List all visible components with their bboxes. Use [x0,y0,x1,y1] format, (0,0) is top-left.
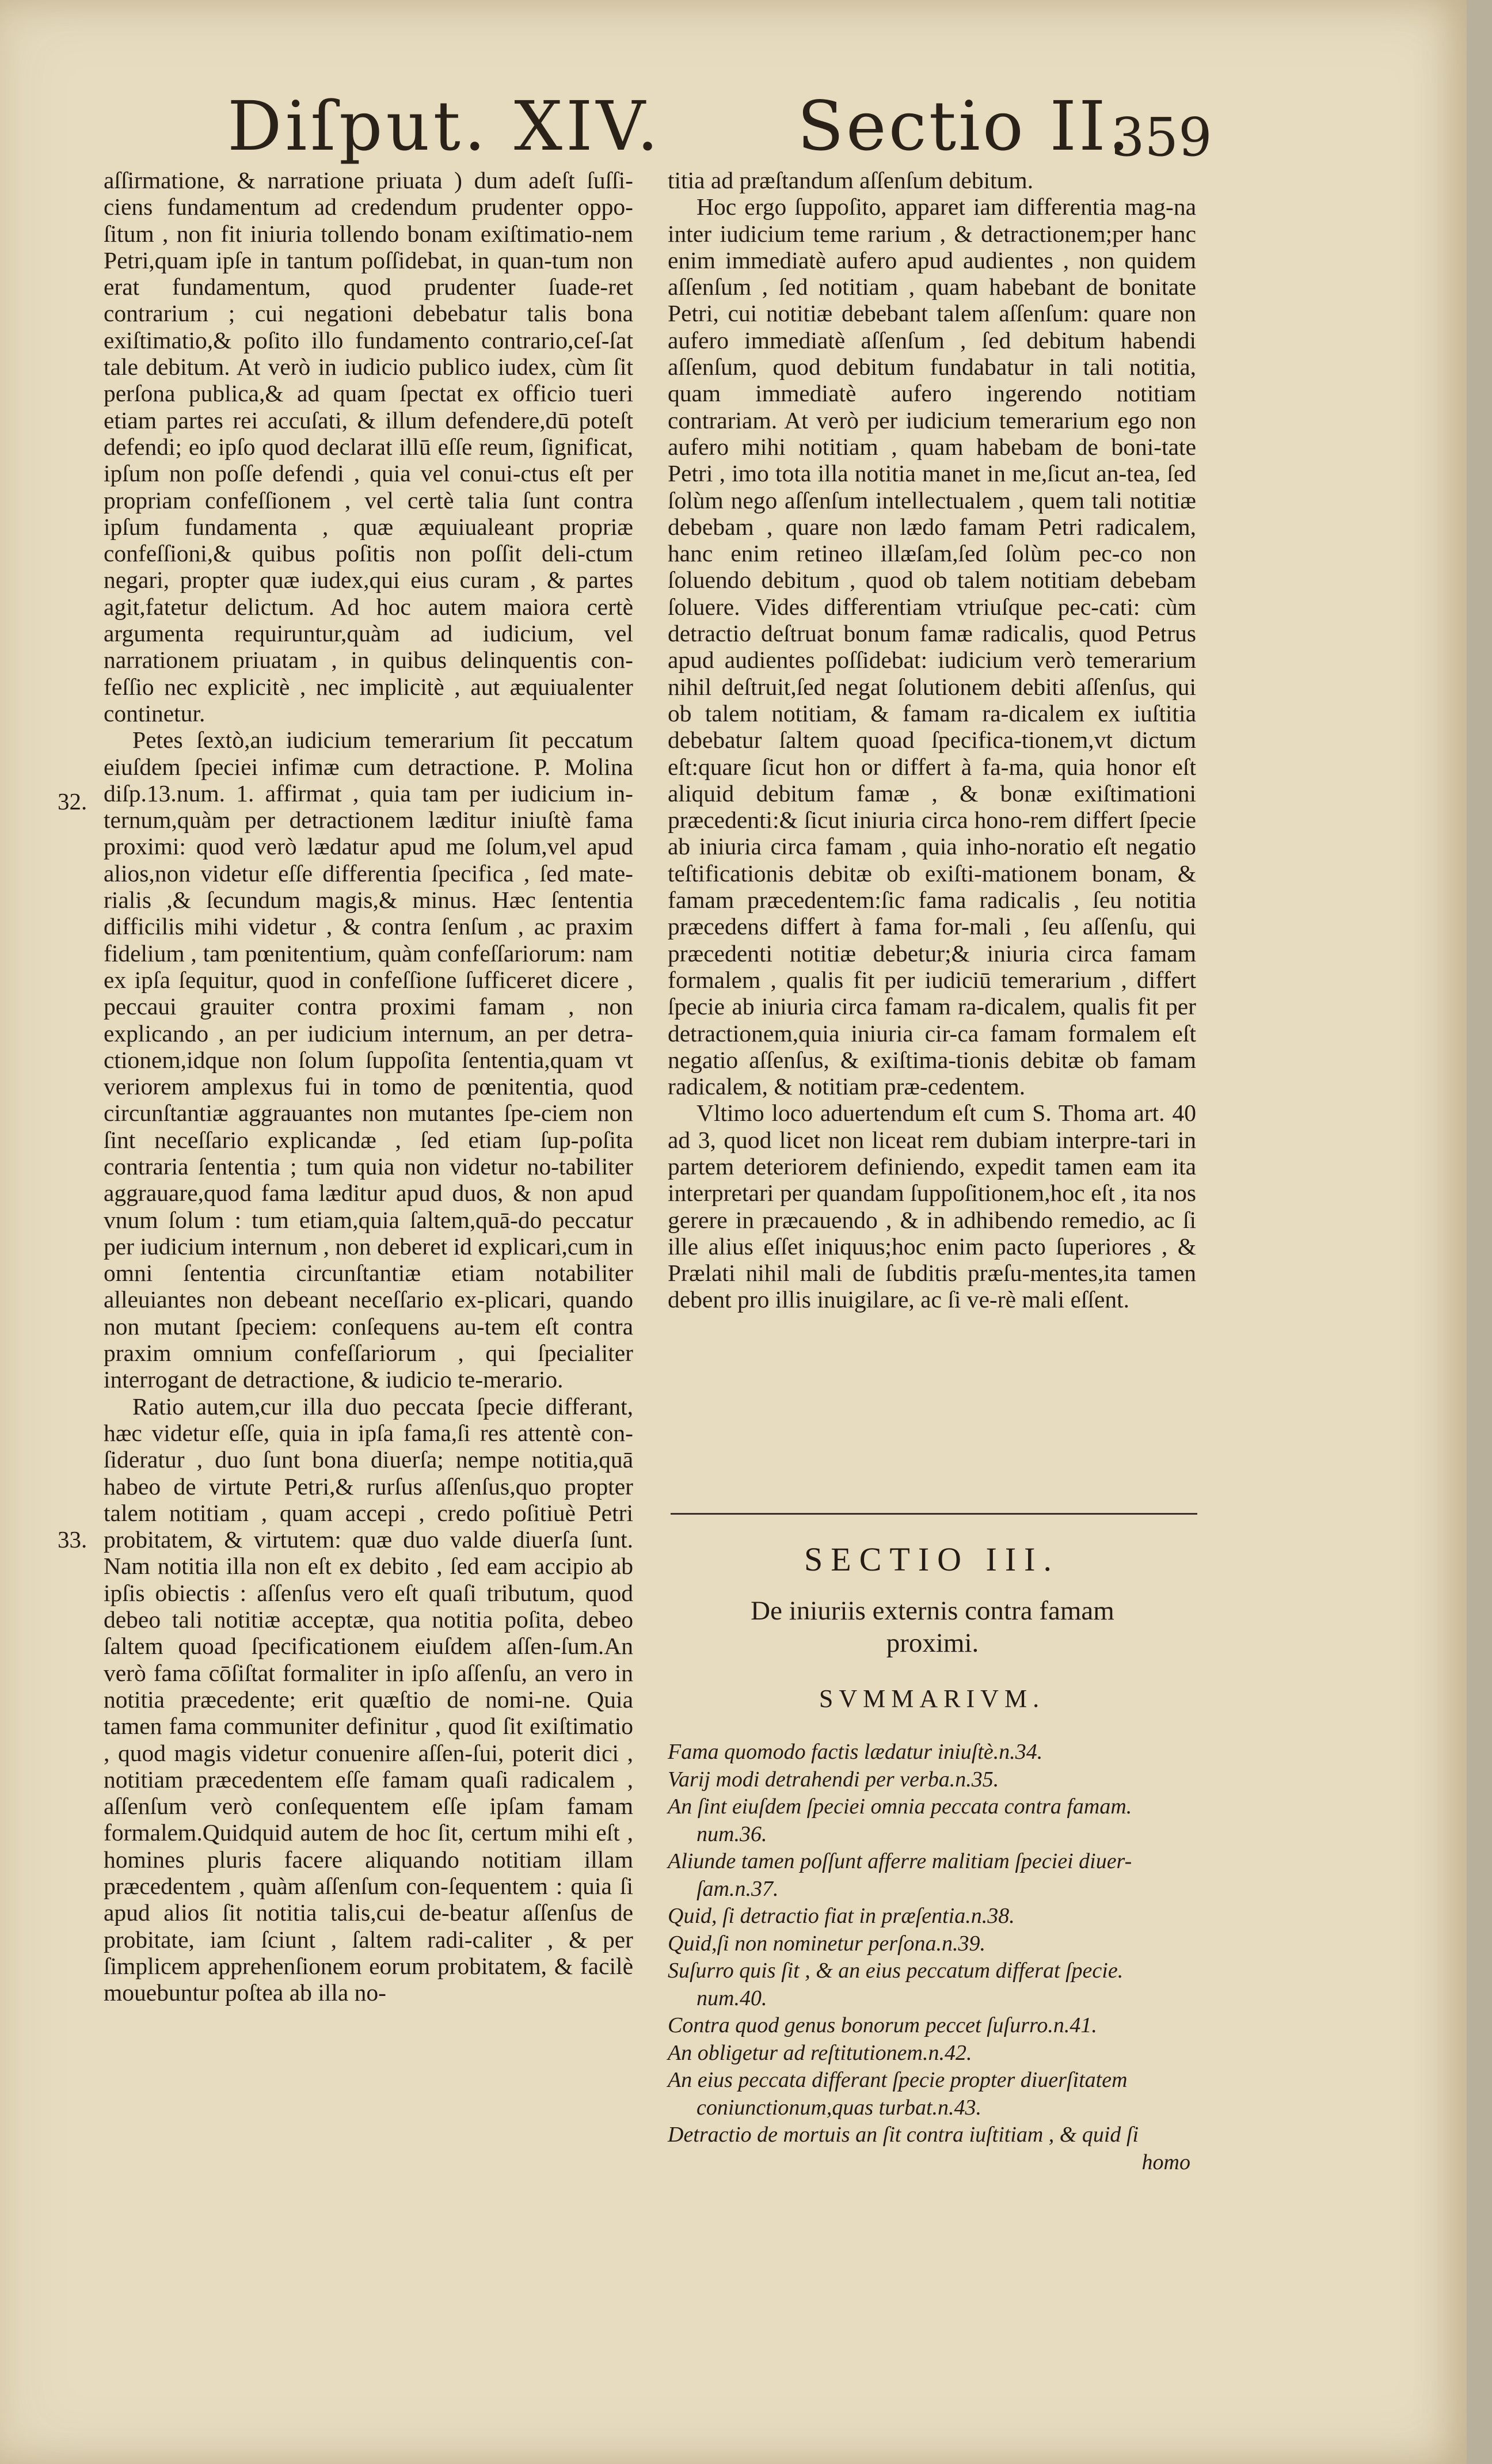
section-divider [671,1513,1197,1515]
summary-item: Fama quomodo factis lædatur iniuſtè.n.34. [668,1740,1043,1764]
summary-list [668,1739,1196,2176]
section-subtitle: De iniuriis externis contra famam proximi. [751,1596,1114,1658]
page-number: 359 [1111,107,1212,168]
section-title: SECTIO III. [804,1541,1060,1578]
scan-background-edge [1467,0,1492,2464]
right-paragraph-2: Hoc ergo ſuppoſito, apparet iam differentia mag-na inter iudicium teme rarium , & detractionem;per hanc enim immediatè aufero apud audientes , non quidem aſſenſum , ſed notitiam , quam habebant de bonitate Petri, cui notitiæ debebant talem aſſenſum: quare non aufero immediatè aſſenſum , ſed debitum habendi aſſenſum, quod debitum fundabatur in tali notitia, quam immediatè aufero ingerendo notitiam contrariam. At verò per iudicium temerarium ego non aufero mihi notitiam , quam habebam de boni-tate Petri , imo tota illa notitia manet in me,ſicut an-tea, ſed ſolùm nego aſſenſum intellectualem , quem tali notitiæ debebam , quare non lædo famam Petri radicalem, hanc enim retineo illæſam,ſed ſolùm pec-co non ſoluendo debitum , quod ob talem notitiam debebam ſoluere. Vides differentiam vtriuſque pec-cati: cùm detractio deſtruat bonum famæ radicalis, quod Petrus apud audientes poſſidebat: iudicium verò temerarium nihil deſtruit,ſed negat ſolutionem debiti aſſenſus, qui ob talem notitiam, & famam ra-dicalem ex iuſtitia debebatur ſaltem quoad ſpecifica-tionem,vt dictum eſt:quare ſicut hon or differt à fa-ma, quia honor eſt aliquid debitum famæ , & bonæ exiſtimationi præcedenti:& ſicut iniuria circa hono-rem differt ſpecie ab iniuria circa famam , quia inho-noratio eſt negatio teſtificationis debitæ ob exiſti-mationem bonam, & famam præcedentem:ſic fama radicalis , ſeu notitia præcedens differt à fama for-mali , ſeu aſſenſu, qui præcedenti notitiæ debetur;& iniuria circa famam formalem , qualis fit per iudiciū temerarium , differt ſpecie ab iniuria circa famam ra-dicalem, qualis fit per detractionem,quia iniuria cir-ca famam formalem eſt negatio aſſenſus, & exiſtima-tionis debitæ ob famam radicalem, & notitiam præ-cedentem. [668,193,1196,1100]
left-column [104,167,633,2006]
right-column [668,167,1196,1313]
summary-item: An eius peccata differant ſpecie propter diuerſitatem [668,2068,1128,2092]
catchword: homo [1141,2150,1190,2174]
summary-item: Contra quod genus bonorum peccet ſuſurro.n.41. [668,2013,1097,2037]
running-head-left: Diſput. XIV. [227,86,662,166]
summary-item-continuation: coniunctionum,quas turbat.n.43. [696,2095,982,2120]
right-paragraph-1: titia ad præſtandum aſſenſum debitum. [668,167,1034,193]
paragraph-number-33: 33. [58,1526,87,1553]
summary-item: An ſint eiuſdem ſpeciei omnia peccata contra famam. [668,1794,1132,1819]
summary-item: Varij modi detrahendi per verba.n.35. [668,1767,999,1792]
summary-item: Suſurro quis ſit , & an eius peccatum differat ſpecie. [668,1959,1124,1983]
summary-item: Aliunde tamen poſſunt afferre malitiam ſpeciei diuer- [668,1849,1132,1873]
paragraph-number-32: 32. [58,788,87,815]
summary-item: Quid, ſi detractio fiat in præſentia.n.38. [668,1904,1015,1928]
left-paragraph-32: Petes ſextò,an iudicium temerarium ſit peccatum eiuſdem ſpeciei infimæ cum detractione. P. Molina diſp.13.num. 1. affirmat , quia tam per iudicium in-ternum,quàm per detractionem læditur iniuſtè fama proximi: quod verò lædatur apud me ſolum,vel apud alios,non videtur eſſe differentia ſpecifica , ſed mate-rialis ,& ſecundum magis,& minus. Hæc ſententia difficilis mihi videtur , & contra ſenſum , ac praxim fidelium , tam pœnitentium, quàm confeſſariorum: nam ex ipſa ſequitur, quod in confeſſione ſufficeret dicere , peccaui grauiter contra proximi famam , non explicando , an per iudicium internum, an per detra-ctionem,idque non ſolum ſuppoſita ſententia,quam vt veriorem amplexus fui in tomo de pœnitentia, quod circunſtantiæ aggrauantes non mutantes ſpe-ciem non ſint neceſſario explicandæ , ſed etiam ſup-poſita contraria ſententia ; tum quia non videtur no-tabiliter aggrauare,quod fama læditur apud duos, & non apud vnum ſolum : tum etiam,quia ſaltem,quā-do peccatur per iudicium internum , non deberet id explicari,cum in omni ſententia circunſtantiæ etiam notabiliter alleuiantes non debeant neceſſario ex-plicari, quando non mutant ſpeciem: conſequens au-tem eſt contra praxim omnium confeſſariorum , qui ſpecialiter interrogant de detractione, & iudicio te-merario. [104,727,633,1393]
summary-item-continuation: num.36. [696,1822,767,1846]
summary-item: Quid,ſi non nominetur perſona.n.39. [668,1931,986,1956]
summary-item: Detractio de mortuis an ſit contra iuſtitiam , & quid ſi [668,2123,1139,2147]
left-paragraph-33: Ratio autem,cur illa duo peccata ſpecie differant, hæc videtur eſſe, quia in ipſa fama,ſi res attentè con-ſideratur , duo ſunt bona diuerſa; nempe notitia,quā habeo de virtute Petri,& rurſus aſſenſus,quo propter talem notitiam , quam accepi , credo poſitiuè Petri probitatem, & virtutem: quæ duo valde diuerſa ſunt. Nam notitia illa non eſt ex debito , ſed eam accipio ab ipſis obiectis : aſſenſus vero eſt quaſi tributum, quod debeo tali notitiæ acceptæ, qua notitia poſita, debeo ſaltem quoad ſpecificationem eiuſdem aſſen-ſum.An verò fama cōſiſtat formaliter in ipſo aſſenſu, an vero in notitia præcedente; erit quæſtio de nomi-ne. Quia tamen fama communiter definitur , quod ſit exiſtimatio , quod magis videtur conuenire aſſen-ſui, poterit dici , notitiam præcedentem eſſe famam quaſi radicalem , aſſenſum verò conſequentem eſſe ipſam famam formalem.Quidquid autem de hoc ſit, certum mihi eſt , homines pluris facere aliquando notitiam illam præcedentem , quàm aſſenſum con-ſequentem : quia ſi apud alios ſit notitia talis,cui de-beatur aſſenſus de probitate, iam ſciunt , ſaltem radi-caliter , & per ſimplicem apprehenſionem eorum probitatem, & facilè mouebuntur poſtea ab illa no- [104,1393,633,2006]
summary-item-continuation: num.40. [696,1986,767,2010]
running-head-section: Sectio II. [797,86,1132,166]
left-paragraph-1: aſſirmatione, & narratione priuata ) dum adeſt ſuſſi-ciens fundamentum ad credendum prudenter oppo-ſitum , non fit iniuria tollendo bonam exiſtimatio-nem Petri,quam ipſe in tantum poſſidebat, in quan-tum non erat fundamentum, quod prudenter ſuade-ret contrarium ; cui negationi debebatur talis bona exiſtimatio,& poſito illo fundamento contrario,ceſ-ſat tale debitum. At verò in iudicio publico iudex, cùm ſit perſona publica,& ad quam ſpectat ex officio tueri etiam partes rei accuſati, & illum defendere,dū poteſt defendi; eo ipſo quod declarat illū eſſe reum, ſignificat, ipſum non poſſe defendi , quia vel conui-ctus eſt per propriam confeſſionem , vel certè talia ſunt contra ipſum fundamenta , quæ æquiualeant propriæ confeſſioni,& quibus poſitis non poſſit deli-ctum negari, propter quæ iudex,qui eius curam , & partes agit,fatetur delictum. Ad hoc autem maiora certè argumenta requiruntur,quàm ad iudicium, vel narrationem priuatam , in quibus delinquentis con-feſſio nec explicitè , nec implicitè , aut æquiualenter continetur. [104,167,633,727]
summary-title: SVMMARIVM. [819,1685,1045,1713]
summary-item: An obligetur ad reſtitutionem.n.42. [668,2040,972,2065]
right-paragraph-3: Vltimo loco aduertendum eſt cum S. Thoma art. 40 ad 3, quod licet non liceat rem dubiam interpre-tari in partem deteriorem definiendo, expedit tamen eam ita interpretari per quandam ſuppoſitionem,hoc eſt , ita nos gerere in præcauendo , & in adhibendo remedio, ac ſi ille alius eſſet iniquus;hoc enim pacto ſuperiores , & Prælati nihil mali de ſubditis præſu-mentes,ita tamen debent pro illis inuigilare, ac ſi ve-rè mali eſſent. [668,1100,1196,1313]
summary-item-continuation: ſam.n.37. [696,1876,779,1901]
